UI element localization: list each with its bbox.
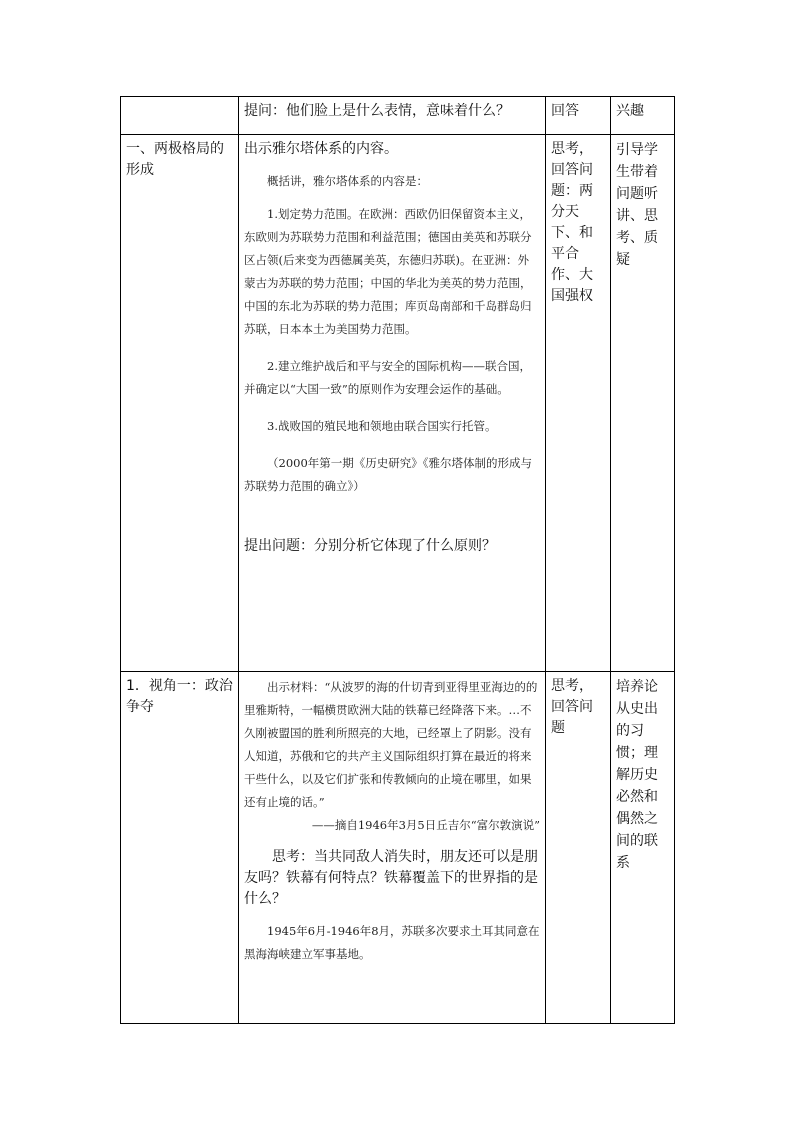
cell-activity xyxy=(239,97,546,135)
intro-text: 出示雅尔塔体系的内容。 xyxy=(244,141,398,157)
table-row xyxy=(121,135,675,672)
cell-intent xyxy=(611,672,675,1024)
design-intent: 培养论从史出的习惯；理解历史必然和偶然之间的联系 xyxy=(616,679,658,871)
design-intent: 兴趣 xyxy=(616,103,644,119)
think-text: 思考：当共同敌人消失时，朋友还可以是朋友吗？铁幕有何特点？铁幕覆盖下的世界指的是什么？ xyxy=(244,849,538,907)
source-text: （2000年第一期《历史研究》《雅尔塔体制的形成与苏联势力范围的确立》） xyxy=(244,456,533,493)
question-text: 提问：他们脸上是什么表情，意味着什么？ xyxy=(244,103,510,119)
student-activity: 回答 xyxy=(551,103,579,119)
citation-text: ——摘自1946年3月5日丘吉尔“富尔敦演说” xyxy=(311,818,540,832)
table-row xyxy=(121,672,675,1024)
section-title: 1．视角一：政治争夺 xyxy=(126,678,233,715)
student-activity: 思考，回答问题 xyxy=(551,678,593,736)
cell-section xyxy=(121,135,239,672)
fact-text: 1945年6月-1946年8月，苏联多次要求土耳其同意在黑海海峡建立军事基地。 xyxy=(244,924,540,961)
section-title: 一、两极格局的形成 xyxy=(126,141,224,178)
cell-section xyxy=(121,672,239,1024)
lesson-plan-table xyxy=(120,96,675,1024)
cell-student xyxy=(546,97,611,135)
cell-student xyxy=(546,135,611,672)
cell-student xyxy=(546,672,611,1024)
question-text: 提出问题：分别分析它体现了什么原则？ xyxy=(244,538,496,554)
point-1: 1.划定势力范围。在欧洲：西欧仍旧保留资本主义，东欧则为苏联势力范围和利益范围；德国由美英和苏联分区占领(后来变为西德属美英，东德归苏联)。在亚洲：外蒙古为苏联的势力范围；中国的华北为美英的势力范围，中国的东北为苏联的势力范围；库页岛南部和千岛群岛归苏联，日本本土为美国势力范围。 xyxy=(244,207,532,336)
lead-text: 概括讲，雅尔塔体系的内容是： xyxy=(267,174,428,188)
student-activity: 思考，回答问题：两分天下、和平合作、大国强权 xyxy=(551,141,593,304)
design-intent: 引导学生带着问题听讲、思考、质疑 xyxy=(616,142,658,268)
cell-activity xyxy=(239,135,546,672)
point-2: 2.建立维护战后和平与安全的国际机构——联合国，并确定以“大国一致”的原则作为安理会运作的基础。 xyxy=(244,359,531,396)
cell-section xyxy=(121,97,239,135)
table-row xyxy=(121,97,675,135)
cell-intent xyxy=(611,97,675,135)
material-text: 出示材料：“从波罗的海的什切青到亚得里亚海边的的里雅斯特，一幅横贯欧洲大陆的铁幕已经降落下来。…不久刚被盟国的胜利所照亮的大地，已经罩上了阴影。没有人知道，苏俄和它的共产主义国际组织打算在最近的将来干些什么，以及它们扩张和传教倾向的止境在哪里，如果还有止境的话。” xyxy=(244,680,538,809)
point-3: 3.战败国的殖民地和领地由联合国实行托管。 xyxy=(267,419,497,433)
cell-activity xyxy=(239,672,546,1024)
cell-intent xyxy=(611,135,675,672)
